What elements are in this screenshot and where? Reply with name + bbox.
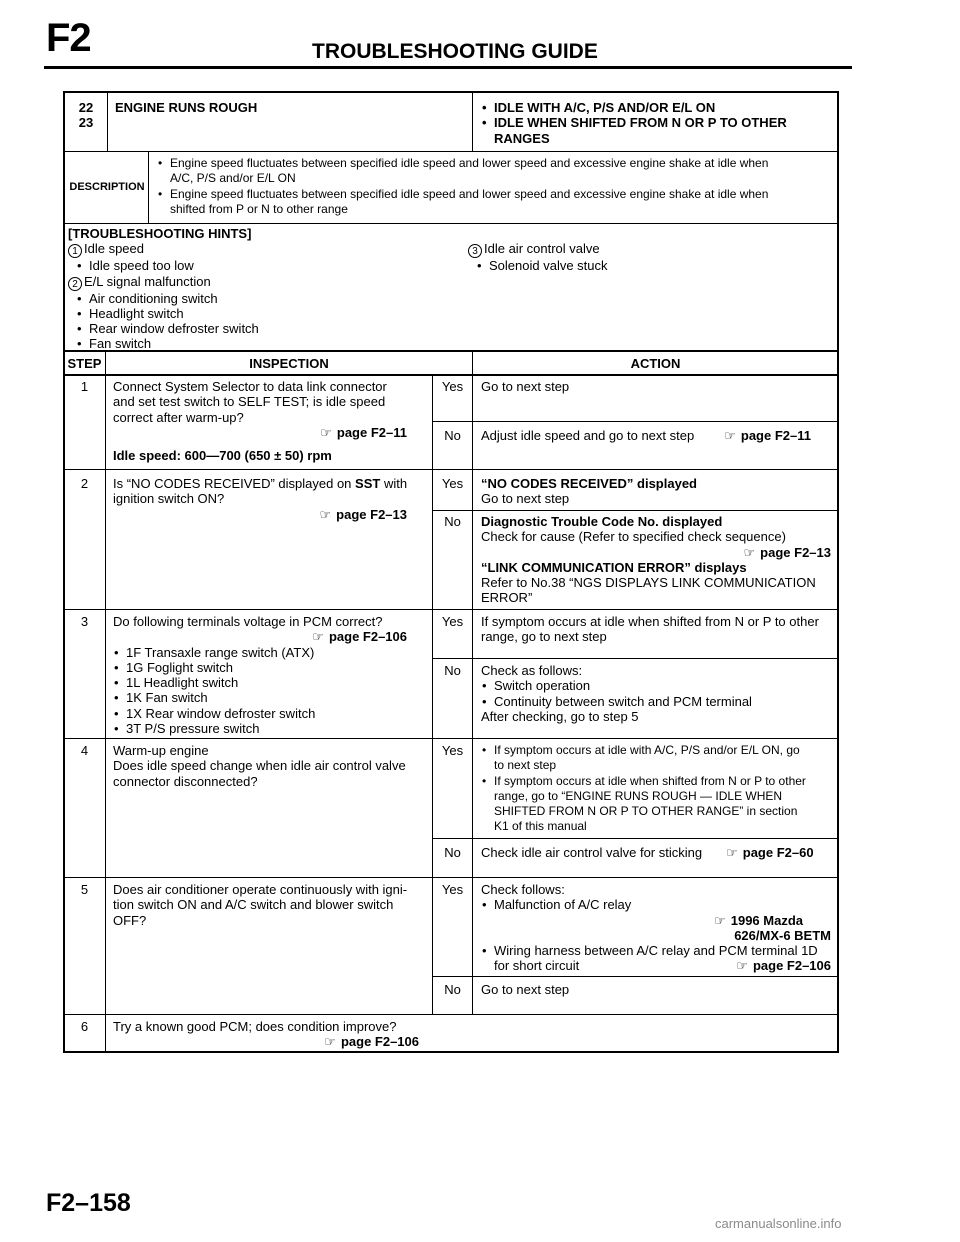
step-4-no: No <box>444 845 461 860</box>
pointing-hand-icon: ☞ <box>736 958 748 974</box>
vrule-yesno-right <box>472 374 473 1014</box>
rule-after-column-header <box>64 374 838 376</box>
pointing-hand-icon: ☞ <box>714 912 726 928</box>
step-1-yes: Yes <box>441 379 464 394</box>
rule-after-step2 <box>64 609 838 610</box>
pointing-hand-icon: ☞ <box>743 544 756 560</box>
step-5-number: 5 <box>80 882 89 897</box>
page-title: TROUBLESHOOTING GUIDE <box>312 40 598 63</box>
step-4-no-action: Check idle air control valve for sticking ☞ page F2–60 <box>481 845 814 860</box>
step-2-yes: Yes <box>441 476 464 491</box>
pointing-hand-icon: ☞ <box>320 424 332 440</box>
step-3-no: No <box>444 663 461 678</box>
hints-left: [TROUBLESHOOTING HINTS] 1 Idle speed • Idle speed too low 2 E/L signal malfunction • Air conditioning switch • Headlight switch • Rear window defroster switch • Fan switch <box>68 226 259 352</box>
pointing-hand-icon: ☞ <box>724 428 736 443</box>
rule-s1-yes-no <box>432 421 838 422</box>
step-1-yes-action: Go to next step <box>481 379 570 394</box>
vrule-symptom-num <box>107 92 108 151</box>
step-5-no: No <box>444 982 461 997</box>
step-6-number: 6 <box>80 1019 89 1034</box>
pointing-hand-icon: ☞ <box>726 845 738 860</box>
rule-after-symptom <box>64 151 838 152</box>
vrule-step <box>105 350 106 1052</box>
hint-number-2: 2 <box>68 277 82 291</box>
step-2-inspection: Is “NO CODES RECEIVED” displayed on SST with ignition switch ON? ☞ page F2–13 <box>113 476 408 522</box>
rule-after-step5 <box>64 1014 838 1015</box>
rule-s2-yes-no <box>432 510 838 511</box>
pointing-hand-icon: ☞ <box>312 629 324 645</box>
step-2-no-action: Diagnostic Trouble Code No. displayed Check for cause (Refer to specified check sequence) ☞ page F2–13 “LINK COMMUNICATION ERROR” displays Refer to No.38 “NGS DISPLAYS LINK COMMUNICATION ERROR” <box>481 514 831 606</box>
step-4-yes: Yes <box>441 743 464 758</box>
step-3-yes-action: If symptom occurs at idle when shifted from N or P to other range, go to next step <box>481 614 819 645</box>
step-3-number: 3 <box>80 614 89 629</box>
symptom-conditions: • IDLE WITH A/C, P/S AND/OR E/L ON • IDLE WHEN SHIFTED FROM N OR P TO OTHER RANGES <box>481 100 787 146</box>
vrule-description <box>148 151 149 223</box>
rule-s3-yes-no <box>432 658 838 659</box>
rule-s4-yes-no <box>432 838 838 839</box>
step-2-yes-action: “NO CODES RECEIVED” displayed Go to next step <box>481 476 697 507</box>
step-2-no: No <box>444 514 461 529</box>
step-6-inspection: Try a known good PCM; does condition improve? ☞ page F2–106 <box>113 1019 419 1050</box>
step-2-number: 2 <box>80 476 89 491</box>
step-1-inspection: Connect System Selector to data link connector and set test switch to SELF TEST; is idle speed correct after warm-up? ☞ page F2–11 Idle speed: 600—700 (650 ± 50) rpm <box>113 379 407 464</box>
hints-right: 3 Idle air control valve • Solenoid valve stuck <box>468 241 608 273</box>
step-5-yes: Yes <box>441 882 464 897</box>
step-5-no-action: Go to next step <box>481 982 570 997</box>
pointing-hand-icon: ☞ <box>319 506 332 522</box>
column-inspection: INSPECTION <box>249 356 329 371</box>
rule-s5-yes-no <box>432 976 838 977</box>
step-3-yes: Yes <box>441 614 464 629</box>
symptom-title: ENGINE RUNS ROUGH <box>115 100 258 115</box>
section-code: F2 <box>46 16 91 60</box>
rule-after-step4 <box>64 877 838 878</box>
pointing-hand-icon: ☞ <box>324 1034 336 1050</box>
step-3-no-action: Check as follows: • Switch operation • Continuity between switch and PCM terminal After checking, go to step 5 <box>481 663 752 724</box>
step-1-no-action: Adjust idle speed and go to next step ☞ page F2–11 <box>481 428 811 443</box>
step-4-inspection: Warm-up engine Does idle speed change when idle air control valve connector disconnected? <box>113 743 406 789</box>
description-label: DESCRIPTION <box>69 181 145 193</box>
step-1-number: 1 <box>80 379 89 394</box>
column-step: STEP <box>67 356 102 371</box>
step-5-yes-action: Check follows: • Malfunction of A/C relay ☞ 1996 Mazda 626/MX-6 BETM • Wiring harness between A/C relay and PCM terminal 1D for short circuit ☞ page F2–106 <box>481 882 833 974</box>
page-number: F2–158 <box>46 1189 131 1217</box>
vrule-yesno-left <box>432 374 433 1014</box>
description-text: • Engine speed fluctuates between specified idle speed and lower speed and excessive engine shake at idle when A/C, P/S and/or E/L ON • Engine speed fluctuates between specified idle speed and lower speed and excessive engine shake at idle when shifted from P or N to other range <box>157 156 768 217</box>
step-1-no: No <box>444 428 461 443</box>
step-5-inspection: Does air conditioner operate continuously with igni- tion switch ON and A/C switch and blower switch OFF? <box>113 882 408 928</box>
header-rule <box>44 66 852 69</box>
rule-after-step1 <box>64 469 838 470</box>
watermark: carmanualsonline.info <box>715 1216 842 1231</box>
step-3-inspection: Do following terminals voltage in PCM correct? ☞ page F2–106 • 1F Transaxle range switch (ATX) • 1G Foglight switch • 1L Headlight switch • 1K Fan switch • 1X Rear window defroster switch • 3T P/S pressure switch <box>113 614 429 736</box>
step-4-number: 4 <box>80 743 89 758</box>
hint-number-1: 1 <box>68 244 82 258</box>
step-4-yes-action: • If symptom occurs at idle with A/C, P/S and/or E/L ON, go to next step • If symptom occurs at idle when shifted from N or P to other range, go to “ENGINE RUNS ROUGH — IDLE WHEN SHIFTED FROM N OR P TO OTHER RANGE” in section K1 of this manual <box>481 743 806 835</box>
rule-after-description <box>64 223 838 224</box>
vrule-symptom-cond <box>472 92 473 151</box>
symptom-numbers: 22 23 <box>78 100 94 131</box>
column-action: ACTION <box>630 356 681 371</box>
rule-after-step3 <box>64 738 838 739</box>
hint-number-3: 3 <box>468 244 482 258</box>
